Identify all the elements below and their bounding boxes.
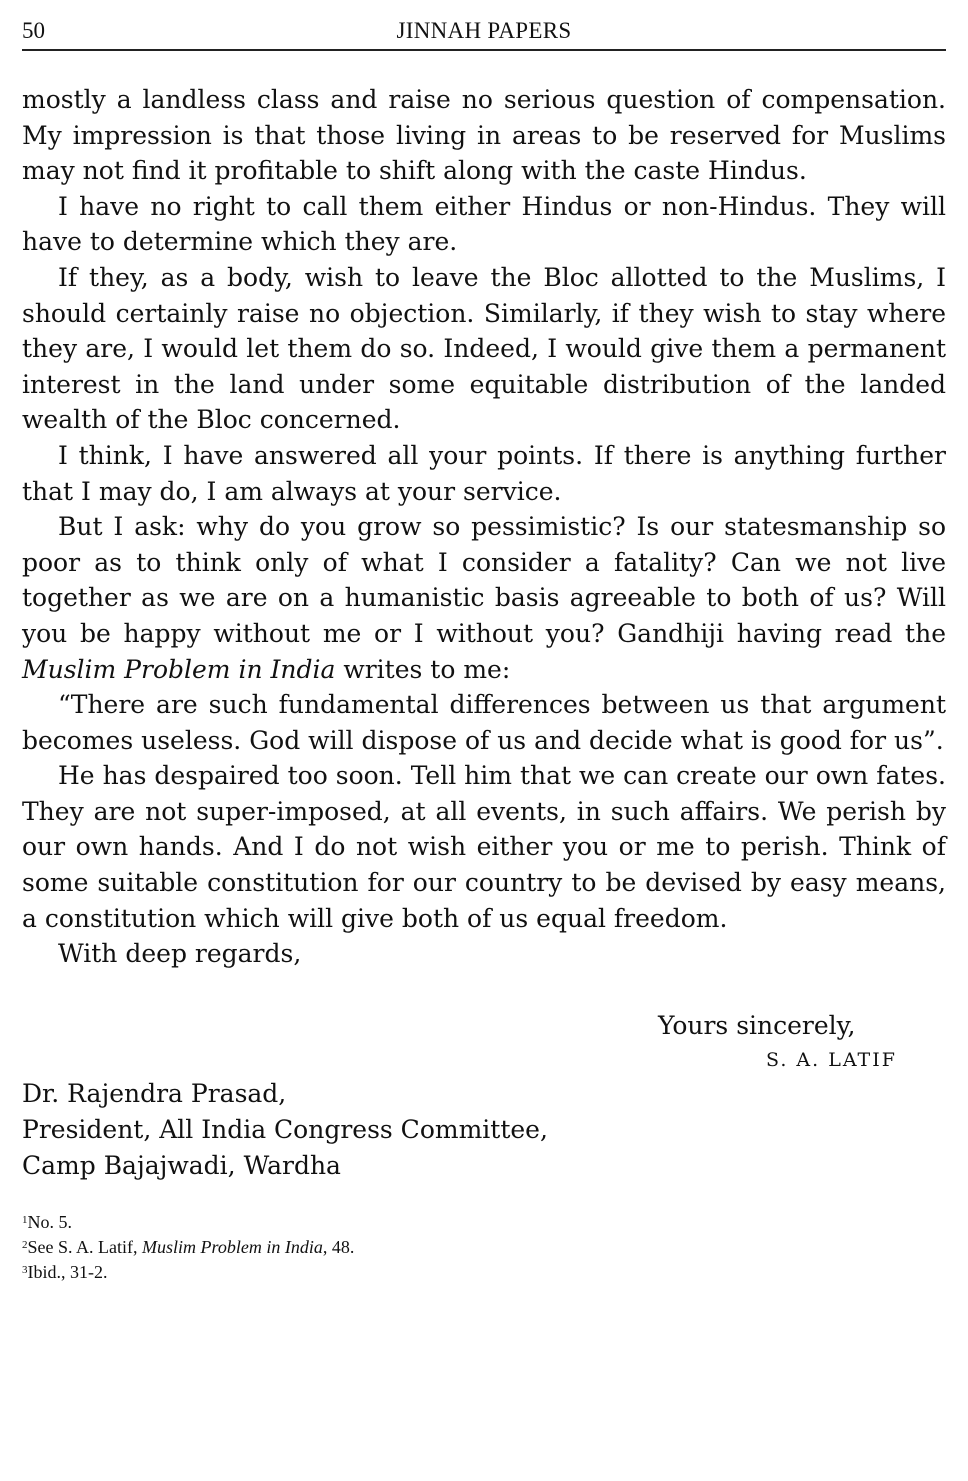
footnote-2 [22,1235,354,1260]
address-line-2: President, All India Congress Committee, [22,1115,548,1144]
running-head [22,16,946,46]
gandhi-quote: “There are such fundamental differences between us that argument becomes useless. God will dispose of us and decide what is good for us”. [22,690,946,755]
paragraph-5-text: But I ask: why do you grow so pessimistic? Is our statesmanship so poor as to think only of what I consider a fatality? Can we not live together as we are on a humanistic basis agreeable to both of us? Will you be happy without me or I without you? Gandhiji having read the [22,512,946,648]
paragraph-1: mostly a landless class and raise no serious question of compensation. My impression is that those living in areas to be reserved for Muslims may not find it profitable to shift along with the caste Hindus. [22,85,946,186]
paragraph-5-end: writes to me: [343,654,511,684]
running-title: JINNAH PAPERS [396,18,572,43]
footnote-marker: 2 [22,1239,28,1251]
valediction: Yours sincerely, [658,1011,856,1040]
paragraph-7: He has despaired too soon. Tell him that we can create our own fates. They are not super-imposed, at all events, in such affairs. We perish by our own hands. And I do not wish either you or me to perish. Think of some suitable constitution for our country to be devised by easy means, a constitution which will give both of us equal freedom. [22,761,946,933]
footnote-book-title: Muslim Problem in India [142,1237,323,1257]
address-line-3: Camp Bajajwadi, Wardha [22,1151,341,1180]
paragraph-4: I think, I have answered all your points. If there is anything further that I may do, I am always at your service. [22,440,946,506]
paragraph-3: If they, as a body, wish to leave the Bloc allotted to the Muslims, I should certainly raise no objection. Similarly, if they wish to stay where they are, I would let them do so. Indeed, I would give them a permanent interest in the land under some equitable distribution of the landed wealth of the Bloc concerned. [22,262,946,435]
letter-body [22,82,946,972]
footnote-text: Ibid., 31-2. [27,1262,108,1282]
footnote-marker: 3 [22,1264,28,1276]
footnote-1 [22,1210,354,1235]
address-line-1: Dr. Rajendra Prasad, [22,1079,287,1108]
recipient-address [22,1076,548,1184]
page-number: 50 [22,18,45,43]
signatory-name: S. A. LATIF [766,1049,897,1071]
closing-line: With deep regards, [58,939,302,969]
footnote-page-ref: , 48. [322,1237,355,1257]
footnote-text: See S. A. Latif, [27,1237,142,1257]
footnote-3 [22,1260,354,1285]
paragraph-5 [22,509,946,687]
footnote-marker: 1 [22,1214,28,1226]
footnote-text: No. 5. [27,1212,72,1232]
paragraph-2: I have no right to call them either Hindus or non-Hindus. They will have to determine which they are. [22,191,946,257]
header-rule [22,49,946,51]
footnotes [22,1210,354,1285]
book-page [22,0,946,1481]
book-title-italic: Muslim Problem in India [22,654,336,684]
